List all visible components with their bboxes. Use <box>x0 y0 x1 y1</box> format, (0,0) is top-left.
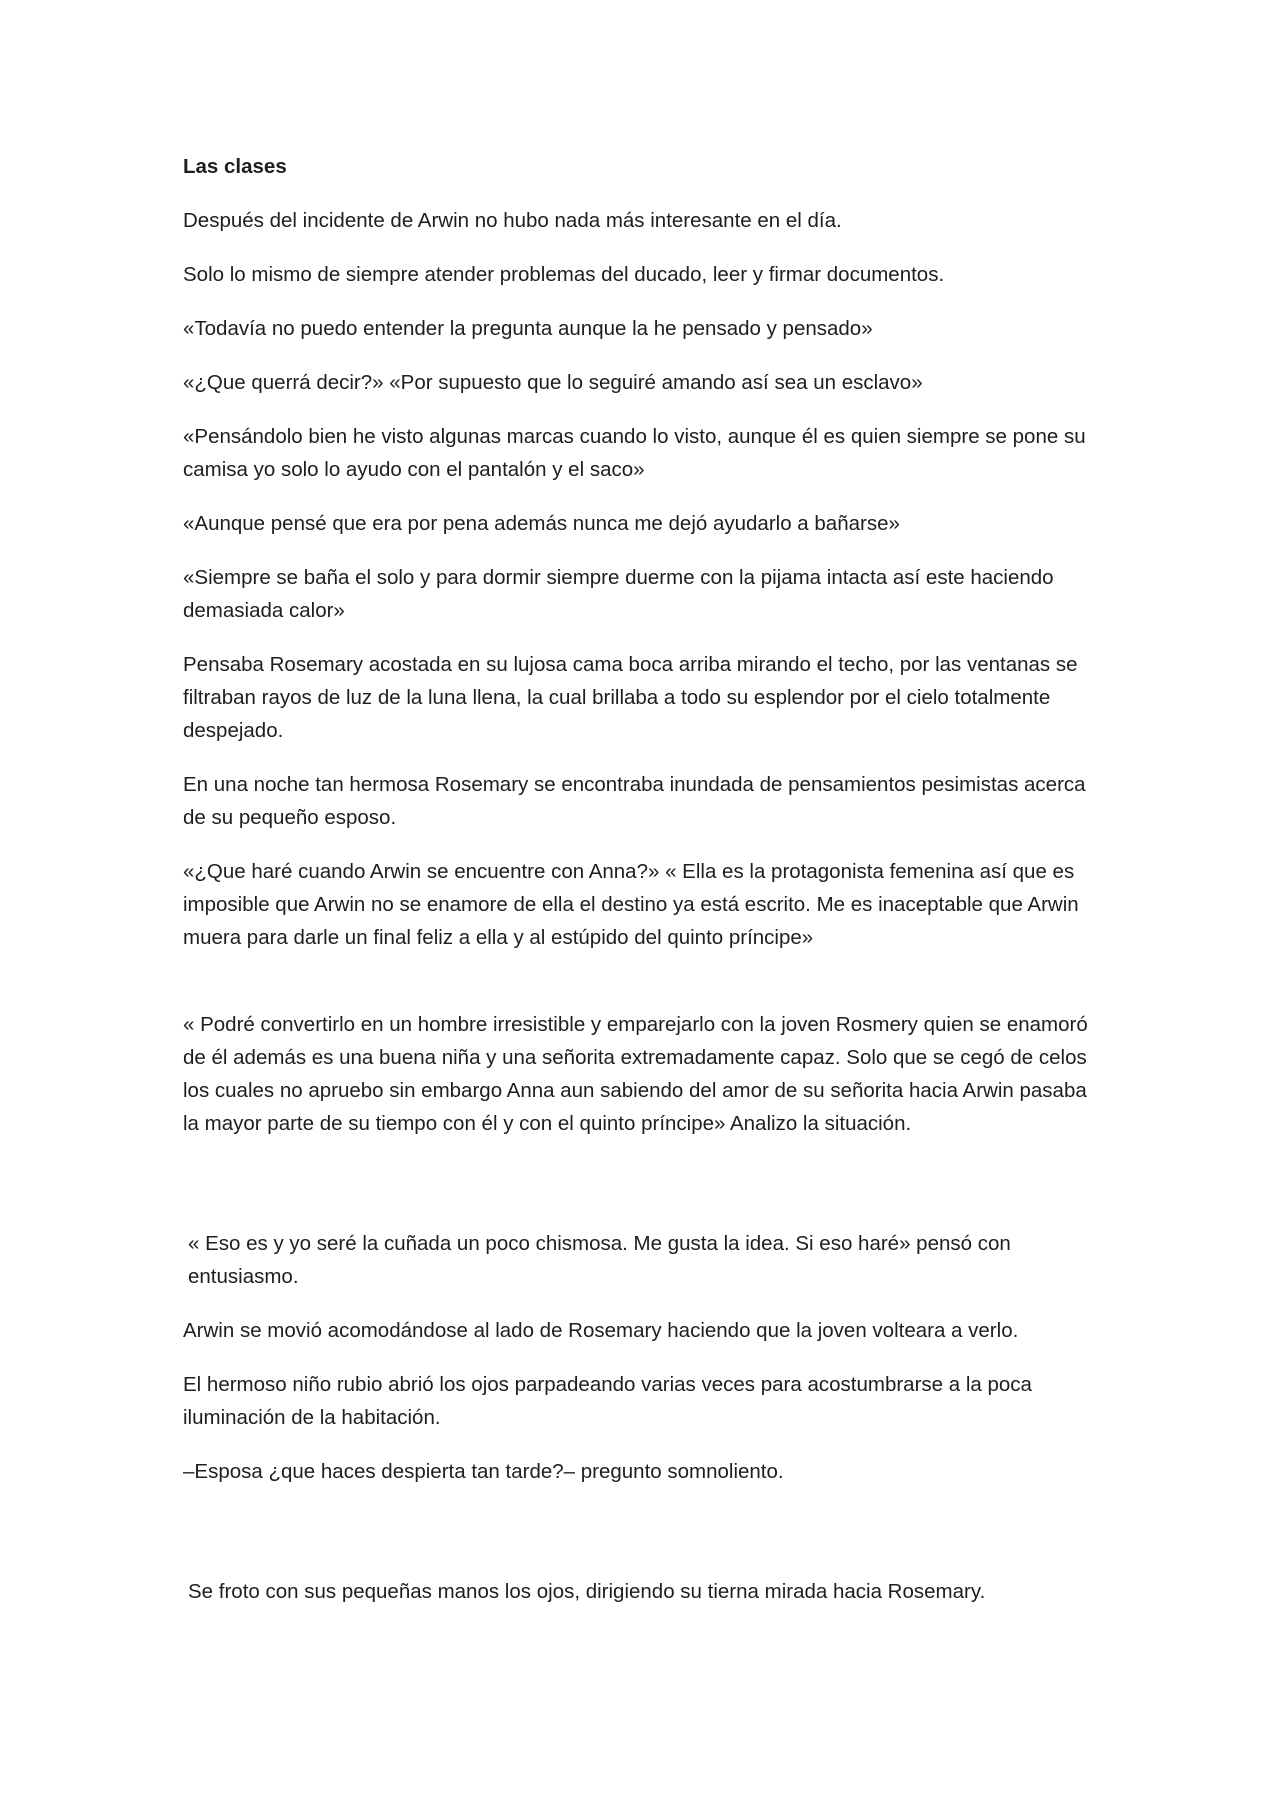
paragraph-3: «Todavía no puedo entender la pregunta aunque la he pensado y pensado» <box>183 317 873 340</box>
paragraph-12: « Eso es y yo seré la cuñada un poco chismosa. Me gusta la idea. Si eso haré» pensó con entusiasmo. <box>188 1232 1011 1288</box>
paragraph-16: Se froto con sus pequeñas manos los ojos, dirigiendo su tierna mirada hacia Rosemary. <box>188 1580 986 1603</box>
paragraph-7: «Siempre se baña el solo y para dormir siempre duerme con la pijama intacta así este haciendo demasiada calor» <box>183 566 1054 622</box>
paragraph-4: «¿Que querrá decir?» «Por supuesto que lo seguiré amando así sea un esclavo» <box>183 371 923 394</box>
paragraph-14: El hermoso niño rubio abrió los ojos parpadeando varias veces para acostumbrarse a la poca iluminación de la habitación. <box>183 1373 1032 1429</box>
paragraph-15: –Esposa ¿que haces despierta tan tarde?– pregunto somnoliento. <box>183 1460 784 1483</box>
paragraph-13: Arwin se movió acomodándose al lado de Rosemary haciendo que la joven volteara a verlo. <box>183 1319 1019 1342</box>
paragraph-1: Después del incidente de Arwin no hubo nada más interesante en el día. <box>183 209 842 232</box>
paragraph-6: «Aunque pensé que era por pena además nunca me dejó ayudarlo a bañarse» <box>183 512 900 535</box>
paragraph-8: Pensaba Rosemary acostada en su lujosa cama boca arriba mirando el techo, por las ventanas se filtraban rayos de luz de la luna llena, la cual brillaba a todo su esplendor por el cielo totalmente despejado. <box>183 653 1078 742</box>
chapter-title: Las clases <box>183 155 287 178</box>
document-page <box>183 150 1108 1629</box>
paragraph-9: En una noche tan hermosa Rosemary se encontraba inundada de pensamientos pesimistas acerca de su pequeño esposo. <box>183 773 1086 829</box>
paragraph-5: «Pensándolo bien he visto algunas marcas cuando lo visto, aunque él es quien siempre se pone su camisa yo solo lo ayudo con el pantalón y el saco» <box>183 425 1086 481</box>
paragraph-10: «¿Que haré cuando Arwin se encuentre con Anna?» « Ella es la protagonista femenina así que es imposible que Arwin no se enamore de ella el destino ya está escrito. Me es inaceptable que Arwin muera para darle un final feliz a ella y al estúpido del quinto príncipe» <box>183 860 1079 949</box>
paragraph-11: « Podré convertirlo en un hombre irresistible y emparejarlo con la joven Rosmery quien se enamoró de él además es una buena niña y una señorita extremadamente capaz. Solo que se cegó de celos los cuales no apruebo sin embargo Anna aun sabiendo del amor de su señorita hacia Arwin pasaba la mayor parte de su tiempo con él y con el quinto príncipe» Analizo la situación. <box>183 1013 1088 1135</box>
paragraph-2: Solo lo mismo de siempre atender problemas del ducado, leer y firmar documentos. <box>183 263 945 286</box>
